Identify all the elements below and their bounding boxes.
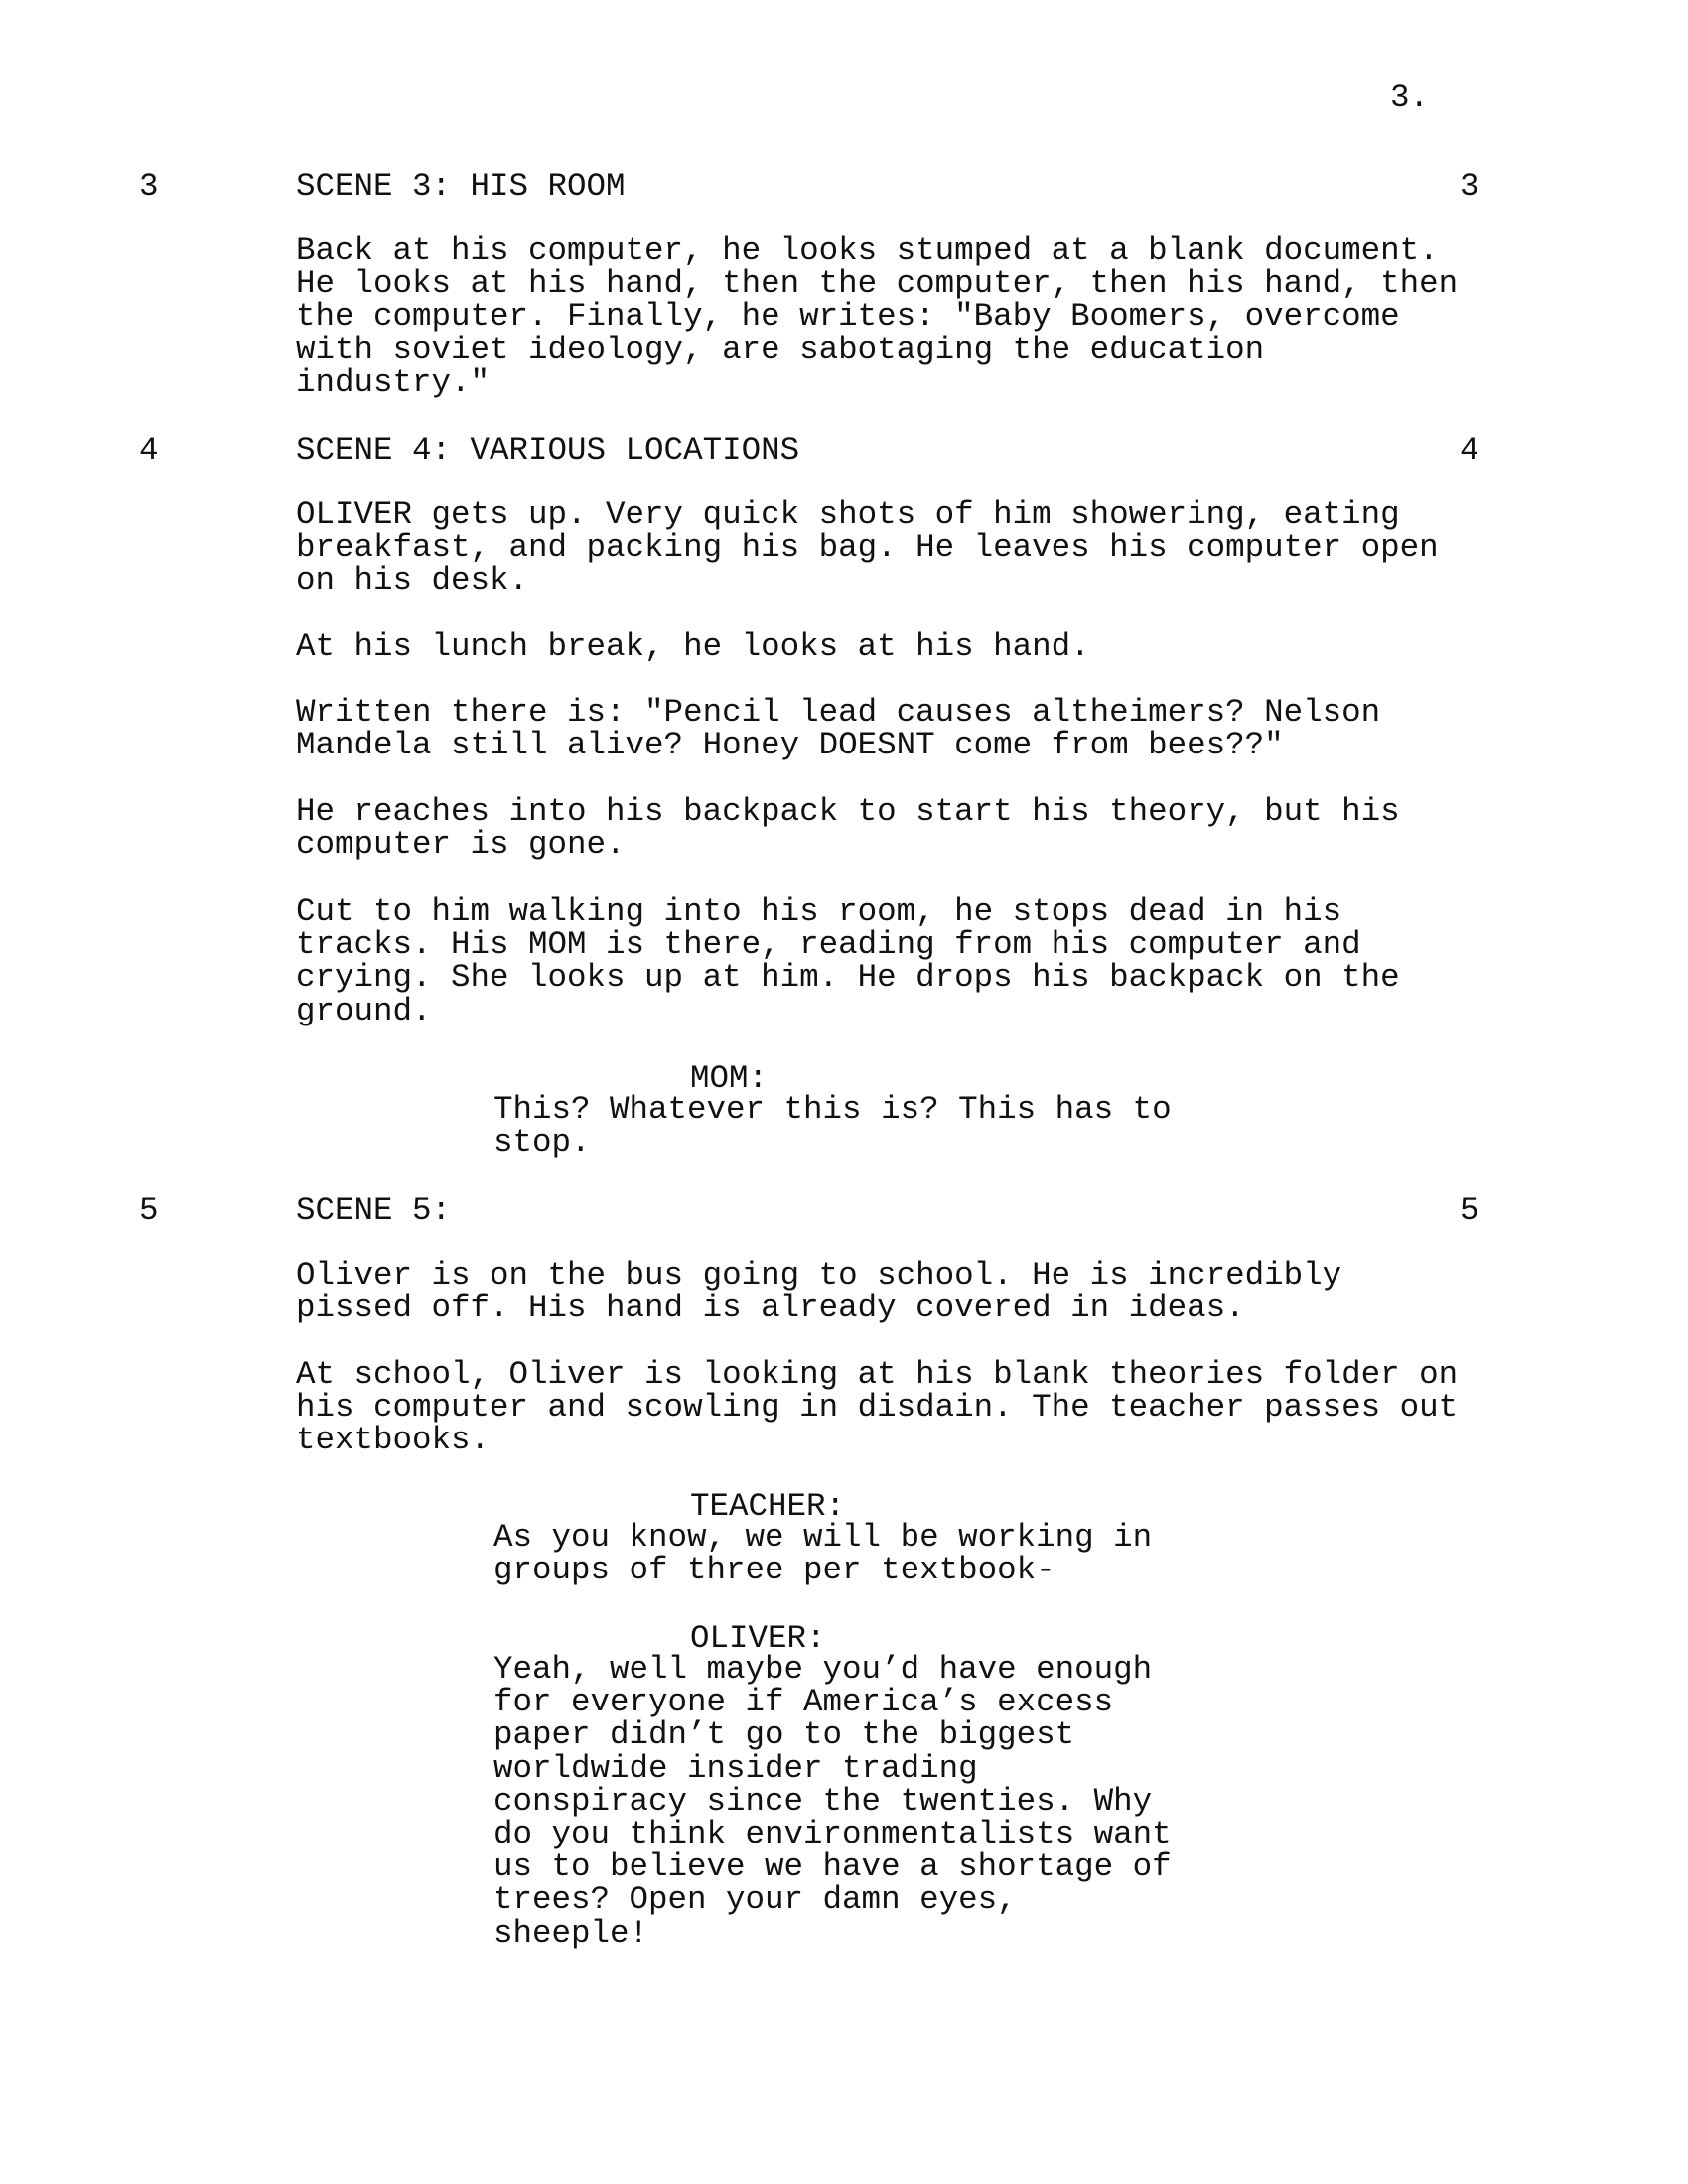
dialogue: This? Whatever this is? This has to stop.: [493, 1091, 1172, 1161]
scene-heading: SCENE 4: VARIOUS LOCATIONS: [296, 432, 800, 469]
page-number: 3.: [1390, 79, 1430, 116]
dialogue: Yeah, well maybe you’d have enough for everyone if America’s excess paper didn’t go to the biggest worldwide insider trading conspiracy since the twenties. Why do you think environmentalists want us to believe we have a shortage of trees? Open your damn eyes, sheeple!: [493, 1651, 1172, 1952]
action-paragraph: At school, Oliver is looking at his blank theories folder on his computer and scowling in disdain. The teacher passes out textbooks.: [296, 1356, 1459, 1459]
character-name: MOM:: [690, 1060, 769, 1097]
character-name: TEACHER:: [690, 1488, 846, 1525]
action-paragraph: Written there is: "Pencil lead causes altheimers? Nelson Mandela still alive? Honey DOESNT come from bees??": [296, 694, 1381, 764]
character-name: OLIVER:: [690, 1620, 826, 1657]
action-paragraph: At his lunch break, he looks at his hand.: [296, 628, 1090, 665]
scene-number-left: 5: [139, 1192, 159, 1229]
scene-number-right: 4: [1460, 432, 1479, 469]
action-paragraph: OLIVER gets up. Very quick shots of him showering, eating breakfast, and packing his bag. He leaves his computer open on his desk.: [296, 496, 1439, 600]
action-paragraph: Cut to him walking into his room, he stops dead in his tracks. His MOM is there, reading from his computer and crying. She looks up at him. He drops his backpack on the ground.: [296, 893, 1400, 1029]
scene-number-left: 3: [139, 168, 159, 205]
scene-heading: SCENE 5:: [296, 1192, 452, 1229]
scene-number-left: 4: [139, 432, 159, 469]
scene-number-right: 5: [1460, 1192, 1479, 1229]
action-paragraph: He reaches into his backpack to start his theory, but his computer is gone.: [296, 793, 1400, 864]
scene-heading: SCENE 3: HIS ROOM: [296, 168, 626, 205]
scene-number-right: 3: [1460, 168, 1479, 205]
dialogue: As you know, we will be working in groups of three per textbook-: [493, 1519, 1153, 1589]
action-paragraph: Back at his computer, he looks stumped at a blank document. He looks at his hand, then the computer, then his hand, then the computer. Finally, he writes: "Baby Boomers, overcome with soviet ideology, are sabotaging the education industry.": [296, 232, 1459, 401]
action-paragraph: Oliver is on the bus going to school. He is incredibly pissed off. His hand is already covered in ideas.: [296, 1257, 1342, 1327]
